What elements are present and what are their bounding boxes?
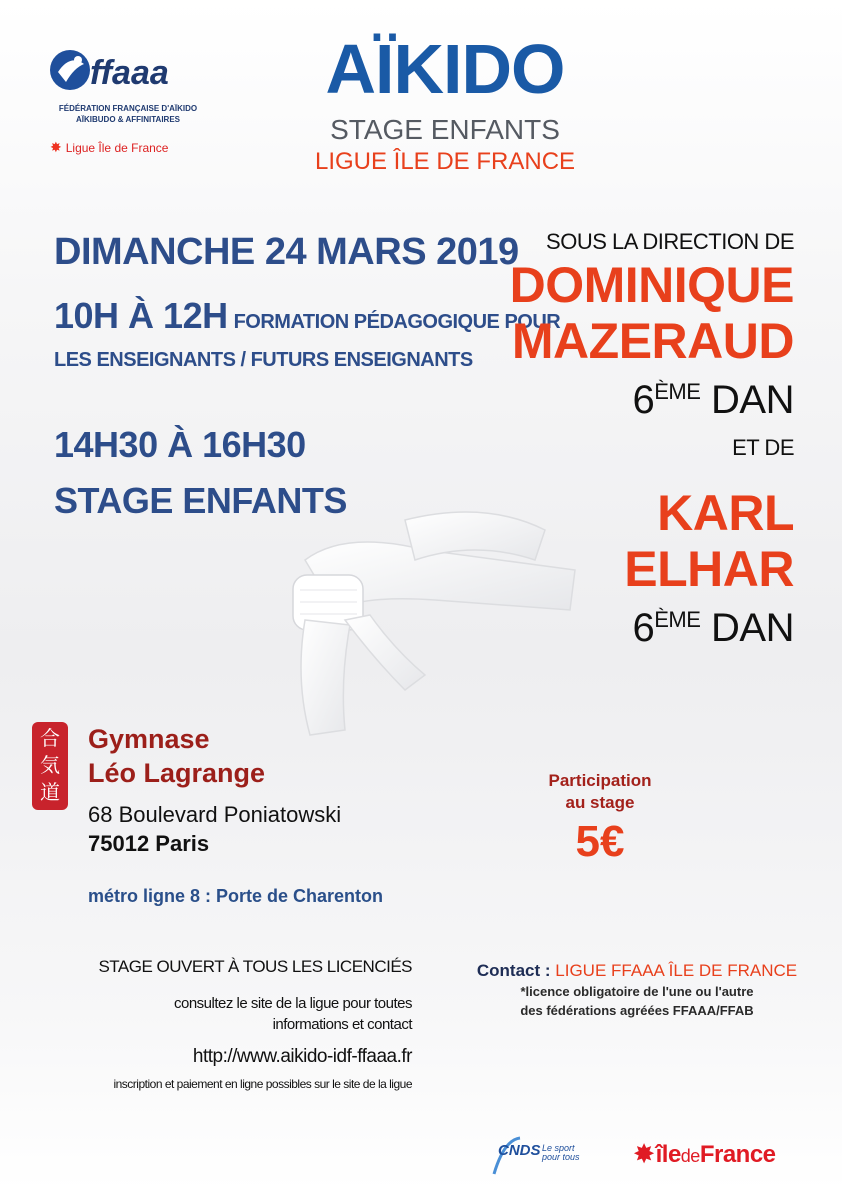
star-icon: ✸ — [634, 1141, 654, 1168]
contact-value: LIGUE FFAAA ÎLE DE FRANCE — [555, 961, 798, 980]
logo-ligue — [50, 139, 168, 156]
venue-street: 68 Boulevard Poniatowski — [88, 802, 342, 827]
morning-time: 10H À 12H — [54, 295, 228, 336]
grade-suffix: ÈME — [654, 379, 701, 404]
price-label — [520, 770, 680, 814]
idf-logo-part-2: de — [680, 1146, 700, 1166]
logo-subtitle-line-2: AÏKIBUDO & AFFINITAIRES — [76, 115, 180, 124]
venue-name-line-1: Gymnase — [88, 724, 210, 754]
page-title: AÏKIDO — [325, 30, 565, 108]
morning-audience: LES ENSEIGNANTS / FUTURS ENSEIGNANTS — [54, 349, 473, 371]
venue-city: 75012 Paris — [88, 831, 210, 856]
instructor-1-last-name: MAZERAUD — [511, 313, 794, 369]
instructor-1-grade — [632, 368, 794, 424]
afternoon-description: STAGE ENFANTS — [54, 480, 347, 521]
page-subtitle: STAGE ENFANTS — [330, 114, 560, 145]
instructor-2-first-name: KARL — [657, 485, 794, 541]
licence-note-line-2: des fédérations agréées FFAAA/FFAB — [520, 1003, 754, 1018]
website-link[interactable]: http://www.aikido-idf-ffaaa.fr — [192, 1046, 412, 1067]
venue-name-line-2: Léo Lagrange — [88, 758, 266, 788]
contact-line — [462, 960, 812, 982]
aikido-kanji-seal — [32, 722, 68, 810]
connector-label: ET DE — [732, 435, 794, 460]
consult-line-2: informations et contact — [272, 1016, 412, 1033]
ligue-title: LIGUE ÎLE DE FRANCE — [314, 148, 576, 175]
open-to-licensees: STAGE OUVERT À TOUS LES LICENCIÉS — [98, 957, 412, 976]
cnds-tag-line-1: Le sport — [542, 1143, 575, 1153]
grade-number: 6 — [632, 378, 655, 422]
price-amount: 5€ — [575, 817, 625, 866]
cnds-logo — [490, 1134, 600, 1180]
venue-metro: métro ligne 8 : Porte de Charenton — [88, 886, 384, 906]
kanji-char: 合 — [40, 728, 60, 750]
kanji-char: 道 — [40, 782, 60, 804]
cnds-name: CNDS — [498, 1142, 541, 1159]
logo-ligue-label: Ligue Île de France — [65, 141, 169, 155]
white-belt-illustration — [285, 490, 585, 750]
inscription-note: inscription et paiement en ligne possibles sur le site de la ligue — [113, 1077, 412, 1091]
star-icon: ✸ — [50, 139, 62, 155]
afternoon-time: 14H30 À 16H30 — [54, 424, 306, 465]
instructor-2-last-name: ELHAR — [624, 541, 794, 597]
logo-subtitle — [48, 103, 208, 125]
price-label-line-2: au stage — [565, 793, 635, 812]
grade-number: 6 — [632, 606, 655, 650]
contact-label: Contact : — [476, 961, 551, 980]
instructor-1-first-name: DOMINIQUE — [509, 257, 794, 313]
morning-description: FORMATION PÉDAGOGIQUE POUR — [233, 311, 561, 333]
cnds-tagline — [542, 1144, 580, 1162]
logo-subtitle-line-1: FÉDÉRATION FRANÇAISE D'AÏKIDO — [58, 104, 198, 113]
grade-dan: DAN — [711, 378, 794, 422]
cnds-tag-line-2: pour tous — [542, 1152, 580, 1162]
grade-suffix: ÈME — [654, 607, 701, 632]
idf-logo-part-3: France — [699, 1141, 776, 1168]
direction-label: SOUS LA DIRECTION DE — [546, 229, 794, 254]
event-date: DIMANCHE 24 MARS 2019 — [54, 231, 519, 273]
licence-note-line-1: *licence obligatoire de l'une ou l'autre — [520, 984, 754, 999]
idf-logo-part-1: île — [655, 1141, 681, 1168]
logo-wordmark: ffaaa — [90, 54, 169, 92]
grade-dan: DAN — [711, 606, 794, 650]
morning-session — [54, 292, 560, 346]
consult-line-1: consultez le site de la ligue pour toutes — [174, 995, 412, 1012]
ffaaa-logo — [48, 42, 198, 100]
price-label-line-1: Participation — [548, 771, 652, 790]
instructor-2-grade — [632, 596, 794, 652]
ile-de-france-logo — [634, 1140, 776, 1169]
kanji-char: 気 — [40, 755, 60, 777]
